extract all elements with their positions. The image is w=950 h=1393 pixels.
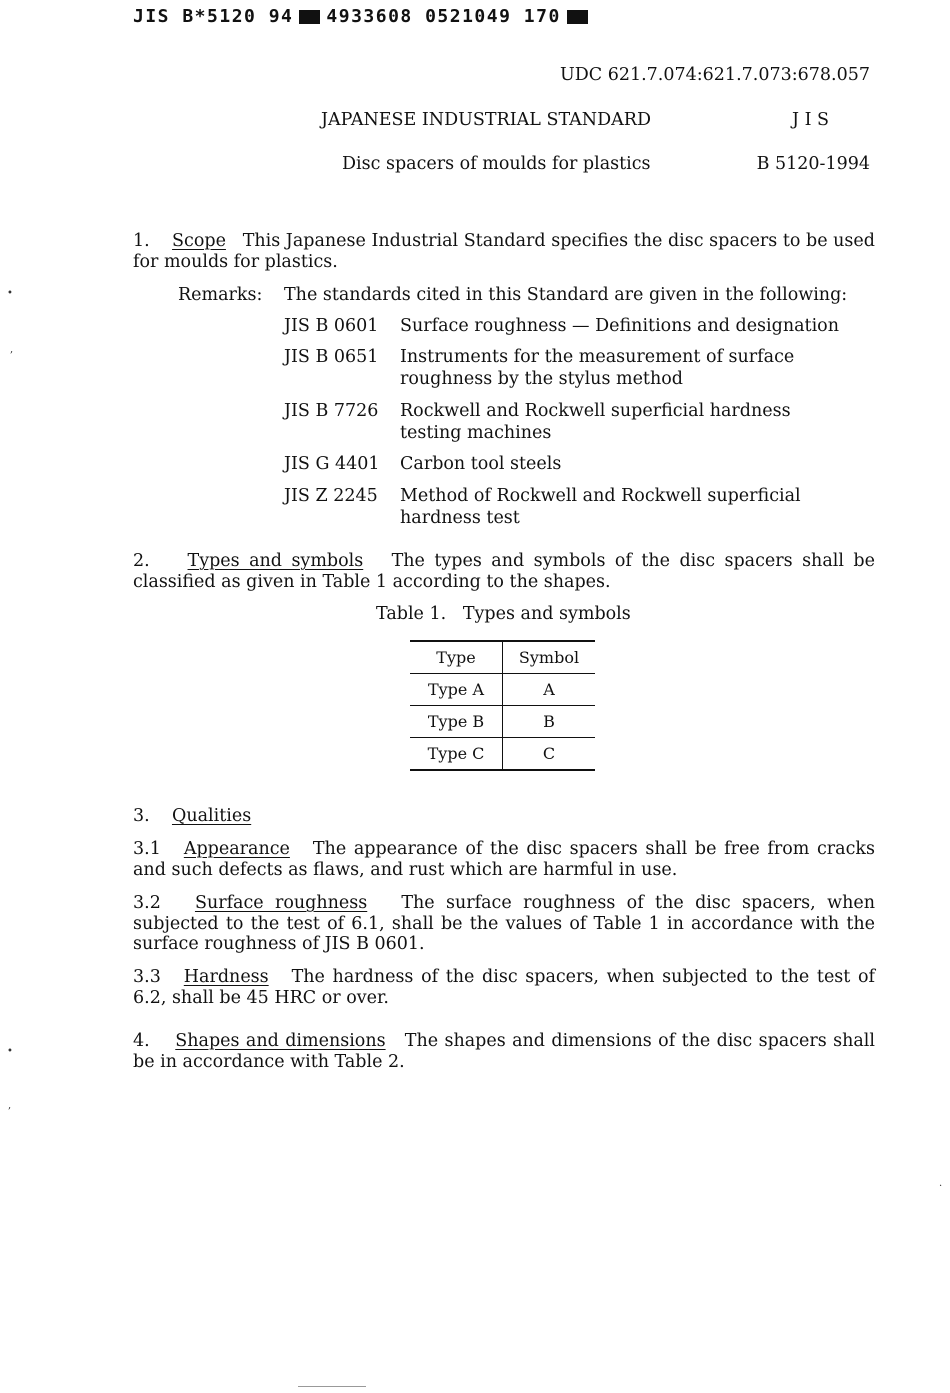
section-number: 4. <box>133 1031 150 1051</box>
scan-speck: • <box>7 288 13 299</box>
reference-code: JIS G 4401 <box>284 454 380 474</box>
table-row <box>410 674 595 706</box>
section-heading: Appearance <box>183 839 290 859</box>
standard-number: B 5120-1994 <box>756 154 870 174</box>
table-row <box>410 738 595 771</box>
section-2-types <box>133 551 875 592</box>
section-heading: Surface roughness <box>194 893 368 913</box>
scan-line-mark <box>298 1386 366 1387</box>
scan-block-mark <box>299 10 320 24</box>
section-heading: Types and symbols <box>187 551 364 571</box>
scan-speck: • <box>7 1046 13 1057</box>
section-text: The shapes and dimensions of the disc spacers shall be in accordance with Table 2. <box>133 1031 875 1072</box>
section-4-shapes <box>133 1031 875 1072</box>
reference-code: JIS B 0601 <box>284 316 379 336</box>
section-number: 3.1 <box>133 839 161 859</box>
reference-description: Rockwell and Rockwell superficial hardness testing machines <box>400 401 791 443</box>
scan-speck: , <box>8 1100 12 1111</box>
header-code-line <box>133 6 594 27</box>
table-cell: Type A <box>410 674 503 706</box>
table-header-cell: Type <box>410 641 503 674</box>
table-cell: Type B <box>410 706 503 738</box>
table-cell: C <box>503 738 596 771</box>
standard-name: JAPANESE INDUSTRIAL STANDARD <box>321 110 651 130</box>
section-heading: Qualities <box>171 806 252 826</box>
section-text: The surface roughness of the disc spacers, when subjected to the test of 6.1, shall be the values of Table 1 in accordance with the surface roughness of JIS B 0601. <box>133 893 875 954</box>
table-1-caption: Table 1. Types and symbols <box>376 604 631 624</box>
document-title: Disc spacers of moulds for plastics <box>342 154 651 174</box>
section-text: The appearance of the disc spacers shall be free from cracks and such defects as flaws, and rust which are harmful in use. <box>133 839 875 880</box>
table-cell: A <box>503 674 596 706</box>
reference-description: Method of Rockwell and Rockwell superficial hardness test <box>400 486 801 528</box>
subsection-3-2 <box>133 893 875 955</box>
section-3-qualities <box>133 806 251 826</box>
subsection-3-3 <box>133 967 875 1008</box>
section-heading: Scope <box>172 231 226 251</box>
reference-description: Instruments for the measurement of surface roughness by the stylus method <box>400 347 795 389</box>
scan-block-mark <box>567 10 588 24</box>
table-header-cell: Symbol <box>503 641 596 674</box>
types-table <box>410 640 595 771</box>
reference-description: Surface roughness — Definitions and designation <box>400 316 839 336</box>
section-number: 3.2 <box>133 893 161 913</box>
reference-code: JIS Z 2245 <box>284 486 378 506</box>
remarks-text: The standards cited in this Standard are given in the following: <box>284 285 848 305</box>
header-code-part1: JIS B*5120 94 <box>133 6 294 27</box>
table-header-row <box>410 641 595 674</box>
table-cell: Type C <box>410 738 503 771</box>
header-code-part2: 4933608 0521049 170 <box>326 6 561 27</box>
reference-code: JIS B 0651 <box>284 347 379 367</box>
section-text: The types and symbols of the disc spacers shall be classified as given in Table 1 according to the shapes. <box>133 551 875 592</box>
section-number: 3.3 <box>133 967 161 987</box>
jis-mark: J I S <box>792 110 830 130</box>
scan-speck: . <box>939 1178 943 1189</box>
scan-speck: , <box>10 344 14 355</box>
table-row <box>410 706 595 738</box>
subsection-3-1 <box>133 839 875 880</box>
section-1-scope <box>133 231 875 272</box>
reference-code: JIS B 7726 <box>284 401 379 421</box>
section-number: 2. <box>133 551 150 571</box>
remarks-label: Remarks: <box>178 285 263 305</box>
section-number: 3. <box>133 806 150 826</box>
section-number: 1. <box>133 231 150 251</box>
section-heading: Hardness <box>183 967 269 987</box>
reference-description: Carbon tool steels <box>400 454 562 474</box>
table-cell: B <box>503 706 596 738</box>
udc-number: UDC 621.7.074:621.7.073:678.057 <box>559 65 870 85</box>
section-text: The hardness of the disc spacers, when subjected to the test of 6.2, shall be 45 HRC or over. <box>133 967 875 1008</box>
section-text: This Japanese Industrial Standard specifies the disc spacers to be used for moulds for plastics. <box>133 231 875 272</box>
section-heading: Shapes and dimensions <box>175 1031 386 1051</box>
